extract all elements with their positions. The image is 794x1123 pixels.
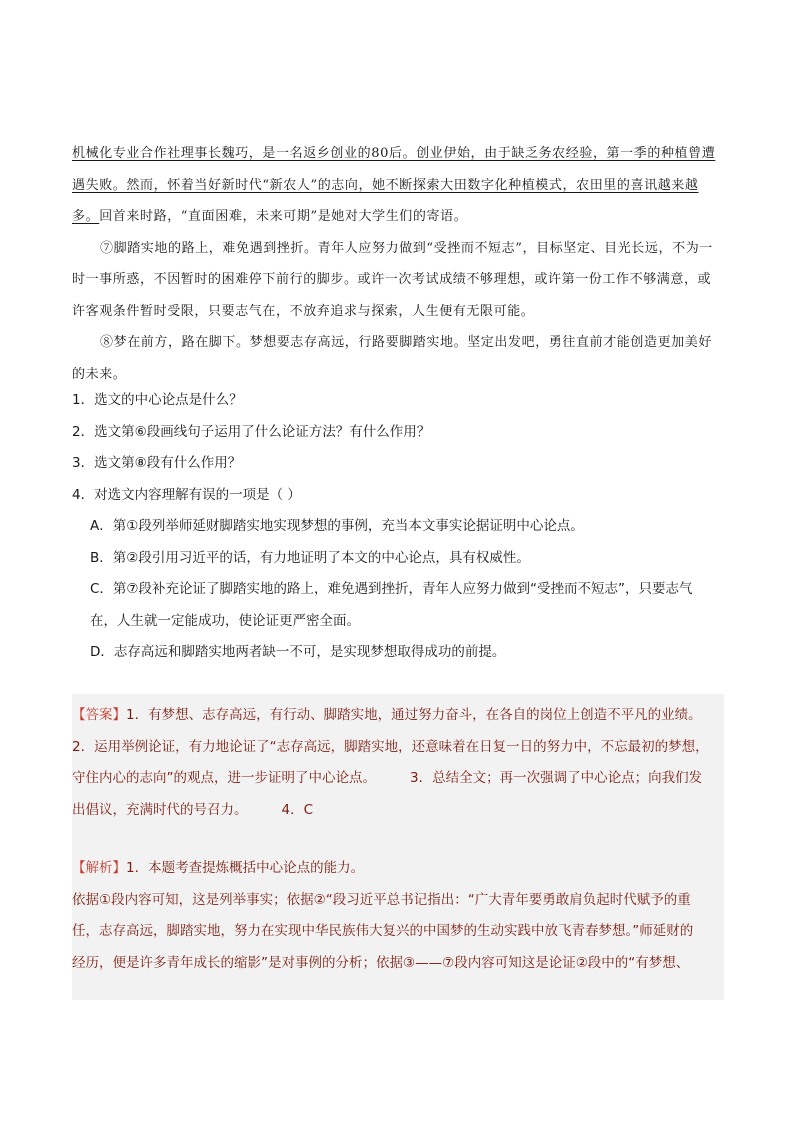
answer-line-1	[72, 700, 724, 732]
analysis-1: 1．本题考查提炼概括中心论点的能力。	[126, 860, 365, 876]
option-c-continued: 在，人生就一定能成功，使论证更严密全面。	[90, 612, 360, 629]
underlined-sentence: 机械化专业合作社理事长魏巧，是一名返乡创业的80后。创业伊始，由于缺乏务农经验，第一季的种植曾遭遇失败。然而，怀着当好新时代“新农人”的志向，她不断探索大田数字化种植模式，农田里的喜讯越来越多。	[72, 146, 716, 224]
question-3: 3．选文第⑧段有什么作用？	[72, 455, 242, 471]
paragraph-6-end: 回首来时路，“直面困难，未来可期”是她对大学生们的寄语。	[99, 209, 468, 224]
option-a: A．第①段列举师延财脚踏实地实现梦想的事例，充当本文事实论据证明中心论点。	[90, 518, 584, 534]
question-4: 4．对选文内容理解有误的一项是（ ）	[72, 486, 301, 503]
paragraph-8: ⑧梦在前方，路在脚下。梦想要志存高远，行路要脚踏实地。坚定出发吧，勇往直前才能创造更加美好的未来。	[72, 335, 713, 382]
reading-passage	[72, 138, 724, 390]
question-list	[72, 385, 724, 669]
answer-3: 3．总结全文；再一次强调了中心论点；向我们发	[410, 770, 703, 786]
answer-section	[72, 694, 724, 848]
analysis-line-4: 经历，便是许多青年成长的缩影”是对事例的分析；依据③——⑦段内容可知这是论证②段中的“有梦想、	[72, 954, 690, 971]
paragraph-7: ⑦脚踏实地的路上，难免遇到挫折。青年人应努力做到“受挫而不短志”，目标坚定、目光长远，不为一时一事所惑，不因暂时的困难停下前行的脚步。或许一次考试成绩不够理想，或许第一份工作不够满意，或许客观条件暂时受限，只要志气在，不放弃追求与探索，人生便有无限可能。	[72, 240, 713, 319]
answer-line-4	[72, 795, 724, 827]
analysis-line-1	[72, 853, 724, 885]
answer-2-continued: 守住内心的志向”的观点，进一步证明了中心论点。	[72, 770, 376, 786]
paragraph-6-tail	[72, 138, 724, 233]
answer-1: 1．有梦想、志存高远，有行动、脚踏实地，通过努力奋斗，在各自的岗位上创造不平凡的业绩。	[126, 707, 702, 723]
answer-2: 2．运用举例论证，有力地论证了“志存高远，脚踏实地，还意味着在日复一日的努力中，不忘最初的梦想，	[72, 738, 709, 755]
answer-3-continued: 出倡议，充满时代的号召力。	[72, 801, 248, 818]
analysis-line-3: 任，志存高远，脚踏实地，努力在实现中华民族伟大复兴的中国梦的生动实践中放飞青春梦想。”师延财的	[72, 923, 694, 939]
answer-label: 【答案】	[72, 707, 126, 723]
answer-4: 4．C	[281, 801, 314, 818]
analysis-label: 【解析】	[72, 860, 126, 876]
option-c: C．第⑦段补充论证了脚踏实地的路上，难免遇到挫折，青年人应努力做到“受挫而不短志”，只要志气	[90, 581, 693, 597]
answer-line-3	[72, 763, 724, 795]
question-1: 1．选文的中心论点是什么？	[72, 392, 243, 408]
question-2: 2．选文第⑥段画线句子运用了什么论证方法？有什么作用？	[72, 423, 431, 440]
analysis-section	[72, 848, 724, 1000]
option-b: B．第②段引用习近平的话，有力地证明了本文的中心论点，具有权威性。	[90, 549, 530, 566]
analysis-line-2: 依据①段内容可知，这是列举事实；依据②“段习近平总书记指出：“广大青年要勇敢肩负起时代赋予的重	[72, 891, 691, 908]
option-d: D．志存高远和脚踏实地两者缺一不可，是实现梦想取得成功的前提。	[90, 644, 506, 660]
